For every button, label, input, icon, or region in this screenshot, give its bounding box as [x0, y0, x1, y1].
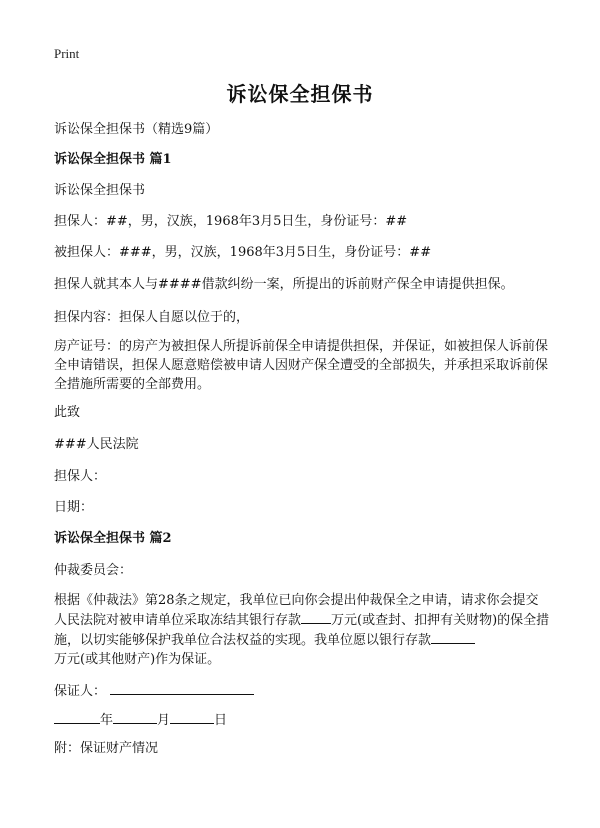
- print-link[interactable]: Print: [54, 46, 80, 61]
- guarantor-signature-blank: [110, 681, 254, 695]
- section1-heading: 诉讼保全担保书 篇1: [54, 152, 172, 167]
- guarantor-signature-row: [54, 681, 254, 700]
- arbitration-body-paragraph: [54, 591, 550, 669]
- year-blank: [54, 710, 100, 724]
- month-label: 月: [157, 713, 171, 728]
- month-blank: [113, 710, 157, 724]
- closing-line: 此致: [54, 405, 81, 420]
- body-part-2: 万元(或查封、扣押有关财物)的保全措施，以切实能够保护我单位合法权益的实现。我单位愿以银行存款: [54, 613, 550, 648]
- property-paragraph: 房产证号：的房产为被担保人所提诉前保全申请提供担保，并保证，如被担保人诉前保全申请错误，担保人愿意赔偿被申请人因财产保全遭受的全部损失，并承担采取诉前保全措施所需要的全部费用。: [54, 339, 549, 392]
- salutation: 仲裁委员会：: [54, 563, 133, 578]
- date-row: [54, 710, 227, 729]
- attachment-note: 附：保证财产情况: [54, 741, 159, 756]
- section1-doc-title: 诉讼保全担保书: [54, 183, 146, 198]
- year-label: 年: [100, 713, 114, 728]
- day-blank: [170, 710, 214, 724]
- body-part-1: 根据《仲裁法》第28条之规定，我单位已向你会提出仲裁保全之申请，请求你会提交人民法院对被申请单位采取冻结其银行存款: [54, 593, 539, 628]
- day-label: 日: [214, 713, 228, 728]
- section2-heading: 诉讼保全担保书 篇2: [54, 531, 172, 546]
- amount-blank-1: [301, 610, 331, 624]
- body-part-3: 万元(或其他财产)作为保证。: [54, 652, 221, 667]
- court-name: ###人民法院: [54, 437, 139, 452]
- guarantee-content-label: 担保内容：担保人自愿以位于的，: [54, 310, 250, 325]
- guaranteed-party-line: 被担保人：###，男，汉族，1968年3月5日生，身份证号：##: [54, 245, 432, 260]
- signature-date-label: 日期：: [54, 500, 94, 515]
- guarantee-statement: 担保人就其本人与####借款纠纷一案，所提出的诉前财产保全申请提供担保。: [54, 277, 514, 292]
- signature-guarantor-label: 担保人：: [54, 469, 107, 484]
- document-title: 诉讼保全担保书: [226, 82, 374, 106]
- guarantor-line: 担保人：##，男，汉族，1968年3月5日生，身份证号：##: [54, 214, 408, 229]
- guarantor-label: 保证人：: [54, 684, 107, 699]
- amount-blank-2: [431, 630, 475, 644]
- document-subtitle: 诉讼保全担保书（精选9篇）: [54, 122, 219, 137]
